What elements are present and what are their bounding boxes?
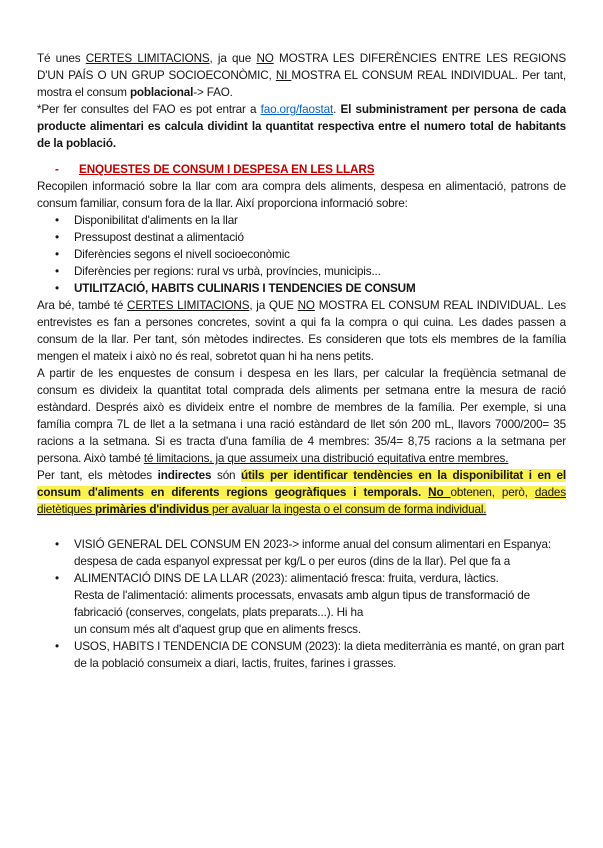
text-run: *Per fer consultes del FAO es pot entrar a — [37, 103, 261, 116]
paragraph-household-surveys-intro — [37, 178, 566, 212]
text-run: Per tant, els mètodes — [37, 469, 158, 482]
text-run: NI — [275, 69, 292, 82]
list-item-home-food-2023 — [74, 570, 566, 638]
heading-dash-marker: - — [55, 163, 59, 176]
paragraph-survey-limitations — [37, 297, 566, 365]
text-run: . — [333, 103, 341, 116]
consumption-2023-list — [37, 536, 566, 672]
list-item-regional-differences — [74, 263, 566, 280]
text-run: NO — [297, 299, 315, 312]
text-run: Ara bé, també té — [37, 299, 128, 312]
text-run: Disponibilitat d'aliments en la llar — [74, 214, 238, 227]
paragraph-weekly-frequency-calculation — [37, 365, 566, 467]
text-run: -> FAO. — [193, 86, 233, 99]
text-run: UTILITZACIÓ, HABITS CULINARIS I TENDENCIES DE CONSUM — [74, 282, 416, 295]
text-run: ALIMENTACIÓ DINS DE LA LLAR (2023): alimentació fresca: fruita, verdura, làctics. — [74, 572, 499, 585]
text-run: útils per identificar tendències en la disponibilitat i en el consum d'aliments en diferents regions geogràfiques i temporals. — [37, 469, 566, 499]
text-run: un consum més alt d'aquest grup que en aliments frescs. — [74, 623, 361, 636]
text-run: VISIÓ GENERAL DEL CONSUM EN 2023-> informe anual del consum alimentari en Espanya: despesa de cada espanyol expressat per kg/L o per euros (dins de la llar). Pel que fa a — [74, 538, 551, 568]
text-run: MOSTRA EL CONSUM REAL INDIVIDUAL. Les entrevistes es fan a persones concretes, sovint a qui fa la compra o qui cuina. Les dades passen a consum de la llar. Per tant, són mètodes indirectes. Es consideren que tots els membres de la família mengen el mateix i això no és real, sobretot quan hi ha nens petits. — [37, 299, 566, 363]
household-survey-info-list — [37, 212, 566, 297]
text-run: CERTES LIMITACIONS — [127, 299, 250, 312]
list-item-general-consumption-2023 — [74, 536, 566, 570]
text-run: Té unes — [37, 52, 86, 65]
text-run: MOSTRA LES DIFERÈNCIES ENTRE LES REGIONS D'UN PAÍS O UN GRUP SOCIOECONÒMIC, — [37, 52, 566, 82]
text-run: Recopilen informació sobre la llar com ara compra dels aliments, despesa en alimentació, patrons de consum familiar, consum fora de la llar. Així proporciona informació sobre: — [37, 180, 566, 210]
text-run: indirectes — [157, 469, 212, 482]
heading-label: ENQUESTES DE CONSUM I DESPESA EN LES LLARS — [79, 163, 375, 176]
text-run: obtenen, però, — [450, 486, 535, 499]
text-run: USOS, HABITS I TENDENCIA DE CONSUM (2023): la dieta mediterrània es manté, on gran part de la població consumeix a diari, lactis, fruites, farines i grasses. — [74, 640, 565, 670]
paragraph-fao-consult-note — [37, 101, 566, 152]
text-run: Resta de l'alimentació: aliments processats, envasats amb algun tipus de transformació de fabricació (conserves, congelats, plats preparats...). Hi ha — [74, 589, 530, 619]
text-run: Diferències per regions: rural vs urbà, províncies, municipis... — [74, 265, 381, 278]
paragraph-fao-limitations — [37, 50, 566, 101]
text-run: MOSTRA EL CONSUM REAL INDIVIDUAL. Per tant, mostra el consum — [37, 69, 566, 99]
list-item-socioeconomic-differences — [74, 246, 566, 263]
list-item-food-availability — [74, 212, 566, 229]
text-run: CERTES LIMITACIONS — [85, 52, 210, 65]
text-run: té limitacions, ja que assumeix una distribució equitativa entre membres. — [143, 452, 509, 465]
text-run: NO — [256, 52, 274, 65]
section-heading-enquestes — [37, 161, 566, 178]
text-run: dades dietètiques — [37, 486, 566, 516]
paragraph-indirect-methods-highlighted — [37, 467, 566, 518]
text-run: Diferències segons el nivell socioeconòmic — [74, 248, 290, 261]
text-run: són — [211, 469, 242, 482]
list-item-culinary-habits — [74, 280, 566, 297]
text-run: poblacional — [129, 86, 194, 99]
text-run: per avaluar la ingesta o el consum de forma individual. — [208, 503, 487, 516]
text-run: primàries d'individus — [94, 503, 209, 516]
text-run: , ja que — [209, 52, 257, 65]
text-run: El subministrament per persona de cada producte alimentari es calcula dividint la quantitat respectiva entre el numero total de habitants de la població. — [37, 103, 566, 150]
list-item-usage-trends-2023 — [74, 638, 566, 672]
text-run: , ja QUE — [249, 299, 298, 312]
list-item-food-budget — [74, 229, 566, 246]
faostat-link[interactable]: fao.org/faostat — [260, 103, 334, 116]
text-run: No — [428, 486, 451, 499]
text-run: A partir de les enquestes de consum i despesa en les llars, per calcular la freqüència setmanal de consum es divideix la quantitat total comprada dels aliments per setmana entre la mesura de ració estàndard. Després això es divideix entre el nombre de membres de la família. Per exemple, si una família compra 7L de llet a la setmana i una ració estàndard de llet són 200 mL, llavors 7000/200= 35 racions a la setmana. Si es tracta d'una família de 4 membres: 35/4= 8,75 racions a la setmana per persona. Això també — [37, 367, 566, 465]
text-run: Pressupost destinat a alimentació — [74, 231, 244, 244]
